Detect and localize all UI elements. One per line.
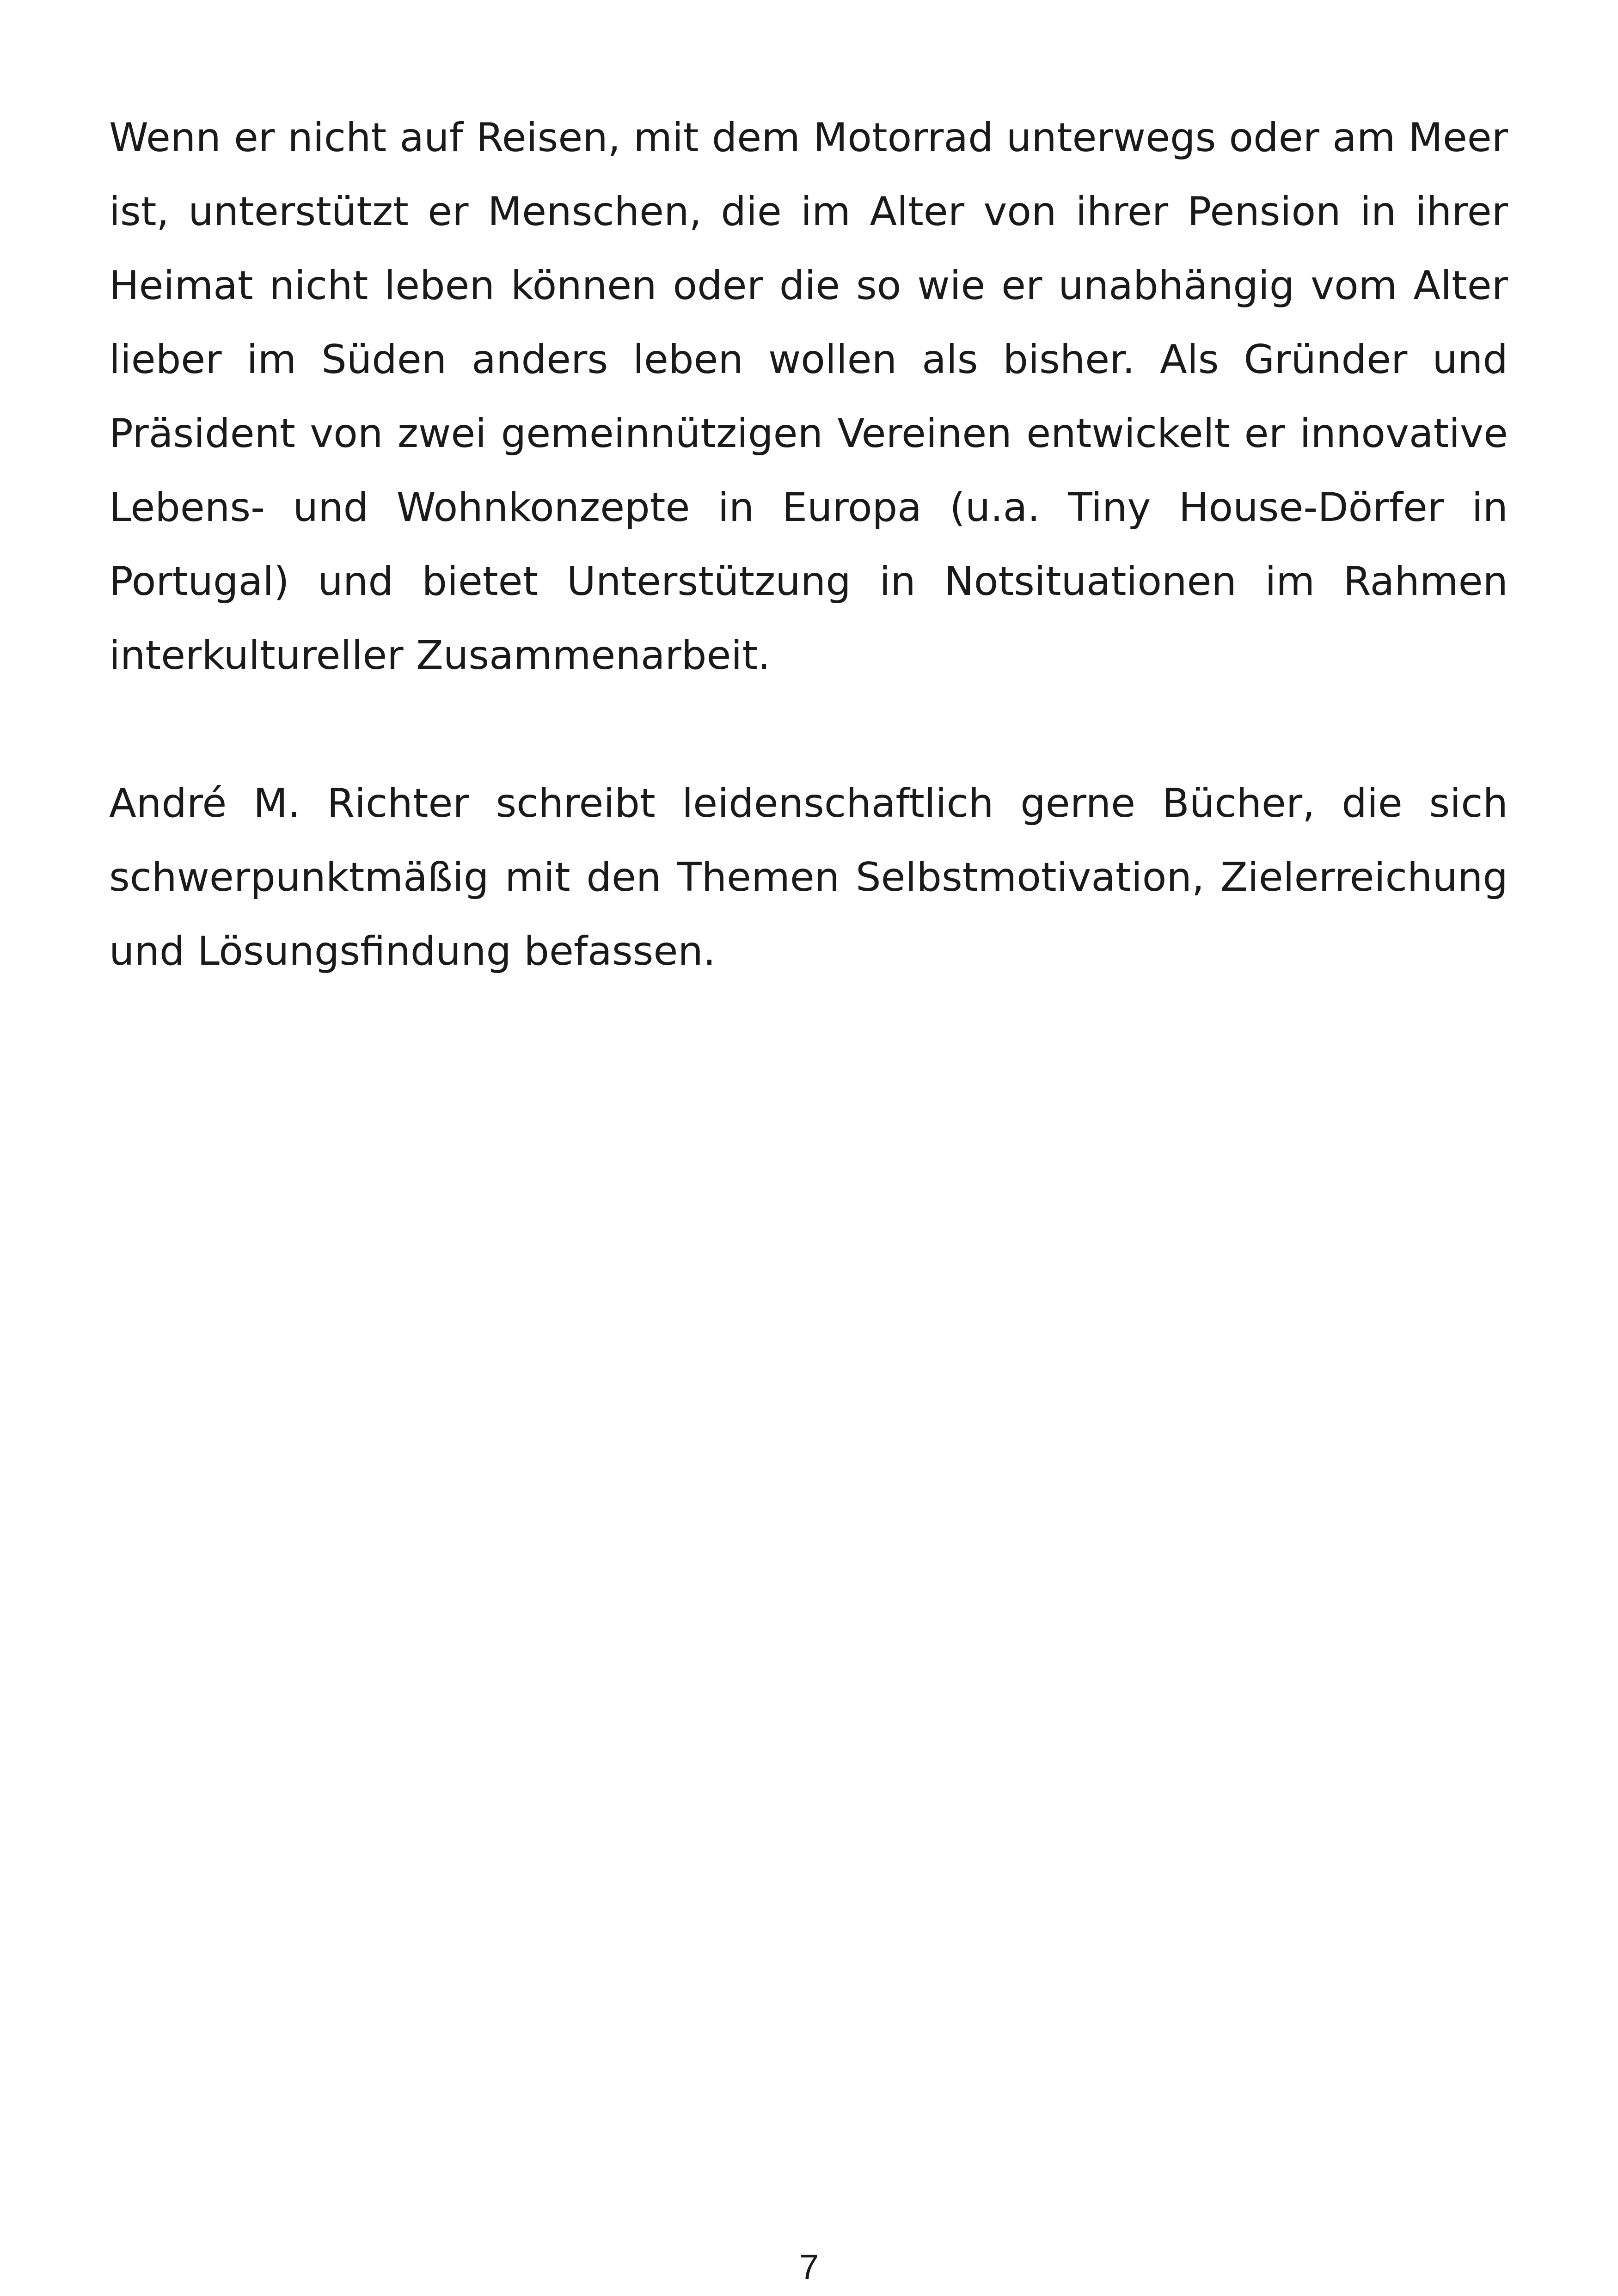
paragraph: Wenn er nicht auf Reisen, mit dem Motorrad unterwegs oder am Meer ist, unterstützt er Menschen, die im Alter von ihrer Pension in ihrer Heimat nicht leben können oder die so wie er unabhängig vom Alter lieber im Süden anders leben wollen als bisher. Als Gründer und Präsident von zwei gemeinnützigen Vereinen entwickelt er innovative Lebens- und Wohnkonzepte in Europa (u.a. Tiny House-Dörfer in Portugal) und bietet Unterstützung in Notsituationen im Rahmen interkultureller Zusammenarbeit.	[109, 115, 1508, 679]
body-text	[109, 101, 1508, 988]
paragraph: André M. Richter schreibt leidenschaftlich gerne Bücher, die sich schwerpunktmäßig mit den Themen Selbstmotivation, Zielerreichung und Lösungsfindung befassen.	[109, 780, 1508, 974]
page-number: 7	[799, 2247, 819, 2287]
